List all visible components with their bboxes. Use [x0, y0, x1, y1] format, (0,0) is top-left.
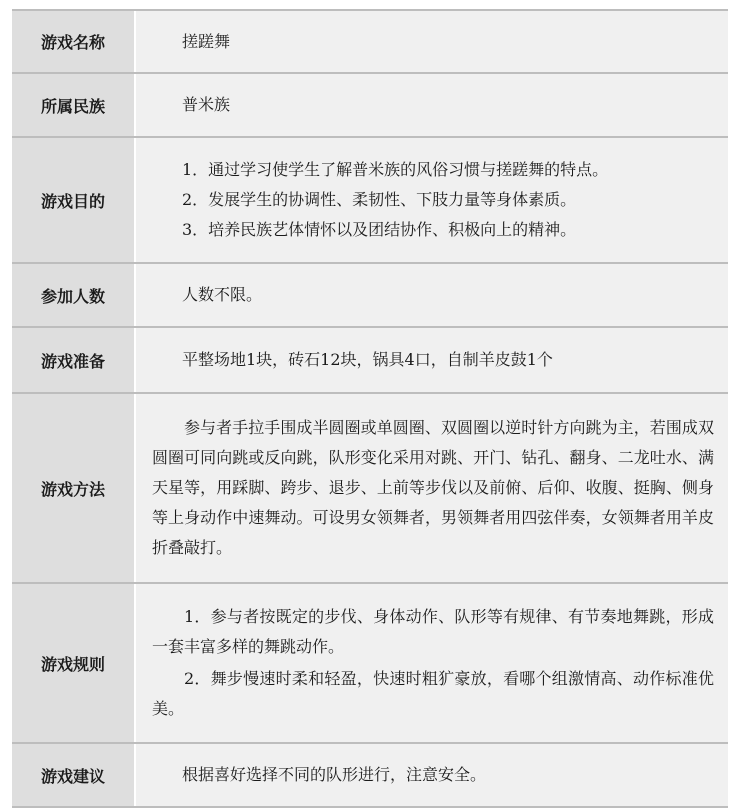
row-label: 游戏建议: [12, 744, 136, 806]
row-suggestion: [12, 744, 728, 808]
row-label: 参加人数: [12, 264, 136, 326]
row-preparation: [12, 328, 728, 394]
row-method: [12, 394, 728, 584]
rule-paragraph: 1．参与者按既定的步伐、身体动作、队形等有规律、有节奏地舞跳，形成一套丰富多样的舞跳动作。: [152, 607, 714, 656]
row-label: 游戏目的: [12, 138, 136, 262]
row-value: [136, 74, 728, 136]
ethnicity-text: 普米族: [182, 95, 231, 114]
row-value: [136, 394, 728, 582]
preparation-text: 平整场地1块，砖石12块，锅具4口，自制羊皮鼓1个: [182, 350, 553, 369]
method-paragraph: 参与者手拉手围成半圆圈或单圆圈、双圆圈以逆时针方向跳为主，若围成双圆圈可同向跳或反向跳，队形变化采用对跳、开门、钻孔、翻身、二龙吐水、满天星等，用踩脚、跨步、退步、上前等步伐以及前俯、后仰、收腹、挺胸、侧身等上身动作中速舞动。可设男女领舞者，男领舞者用四弦伴奏，女领舞者用羊皮折叠敲打。: [152, 418, 714, 557]
row-value: [136, 138, 728, 262]
row-label: 游戏方法: [12, 394, 136, 582]
row-ethnicity: [12, 74, 728, 138]
game-info-table: [12, 9, 728, 808]
row-value: [136, 328, 728, 392]
row-purpose: [12, 138, 728, 264]
row-value: [136, 744, 728, 806]
row-rules: [12, 584, 728, 744]
purpose-item: 2．发展学生的协调性、柔韧性、下肢力量等身体素质。: [182, 190, 577, 209]
row-label: 游戏规则: [12, 584, 136, 742]
game-name-text: 搓蹉舞: [182, 31, 231, 51]
row-game-name: [12, 11, 728, 74]
row-value: [136, 584, 728, 742]
row-value: [136, 264, 728, 326]
row-participants: [12, 264, 728, 328]
participants-text: 人数不限。: [182, 285, 263, 304]
row-label: 游戏准备: [12, 328, 136, 392]
row-label: 所属民族: [12, 74, 136, 136]
rule-paragraph: 2．舞步慢速时柔和轻盈，快速时粗犷豪放，看哪个组激情高、动作标准优美。: [152, 669, 714, 718]
suggestion-text: 根据喜好选择不同的队形进行，注意安全。: [182, 765, 487, 784]
purpose-item: 3．培养民族艺体情怀以及团结协作、积极向上的精神。: [182, 220, 577, 239]
purpose-item: 1．通过学习使学生了解普米族的风俗习惯与搓蹉舞的特点。: [182, 160, 609, 179]
row-value: [136, 11, 728, 72]
row-label: 游戏名称: [12, 11, 136, 72]
